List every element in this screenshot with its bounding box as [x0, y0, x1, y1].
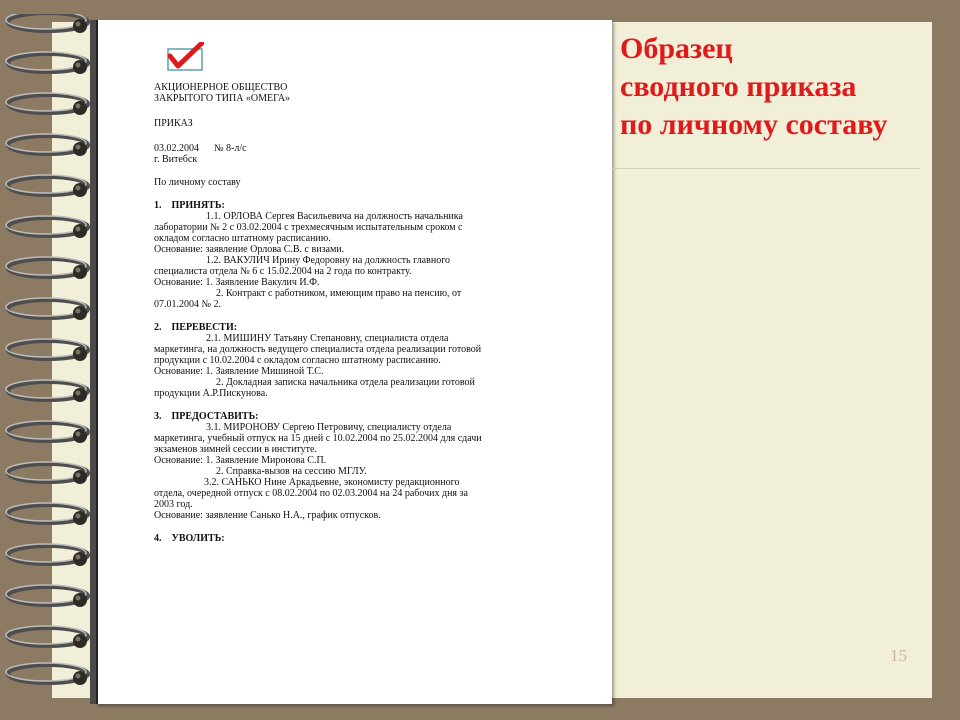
subject: По личному составу: [154, 177, 241, 188]
text-line: маркетинга, на должность ведущего специалиста отдела реализации готовой: [154, 344, 482, 355]
text-line: 3.1. МИРОНОВУ Сергею Петровичу, специалисту отдела: [206, 422, 452, 433]
text-line: 2003 год.: [154, 499, 193, 510]
text-line: отдела, очередной отпуск с 08.02.2004 по 02.03.2004 на 24 рабочих дня за: [154, 488, 468, 499]
red-checkmark-icon: [166, 42, 204, 72]
text-line: 2. Справка-вызов на сессию МГЛУ.: [216, 466, 367, 477]
text-line: продукции с 10.02.2004 с окладом согласно штатному расписанию.: [154, 355, 441, 366]
text-line: продукции А.Р.Пискунова.: [154, 388, 268, 399]
spiral-binding-icon: [0, 14, 100, 694]
text-line: лаборатории № 2 с 03.02.2004 с трехмесячным испытательным сроком с: [154, 222, 463, 233]
text-line: 3.2. САНЬКО Нине Аркадьевне, экономисту редакционного: [204, 477, 460, 488]
document-type: ПРИКАЗ: [154, 118, 193, 129]
section-heading: 4. УВОЛИТЬ:: [154, 533, 225, 544]
text-line: 1.2. ВАКУЛИЧ Ирину Федоровну на должность главного: [206, 255, 451, 266]
text-line: Основание: 1. Заявление Миронова С.П.: [154, 455, 327, 466]
text-line: 07.01.2004 № 2.: [154, 299, 222, 310]
text-line: Основание: заявление Орлова С.В. с визами.: [154, 244, 345, 255]
text-line: 2. Докладная записка начальника отдела реализации готовой: [216, 377, 475, 388]
text-line: специалиста отдела № 6 с 15.02.2004 на 2 года по контракту.: [154, 266, 412, 277]
text-line: окладом согласно штатному расписанию.: [154, 233, 331, 244]
text-line: 2.1. МИШИНУ Татьяну Степановну, специалиста отдела: [206, 333, 449, 344]
text-line: 2. Контракт с работником, имеющим право на пенсию, от: [216, 288, 462, 299]
organization-name: АКЦИОНЕРНОЕ ОБЩЕСТВО ЗАКРЫТОГО ТИПА «ОМЕГА»: [154, 82, 291, 104]
date-number: 03.02.2004 № 8-л/с: [154, 143, 247, 154]
city: г. Витебск: [154, 154, 198, 165]
section-heading: 2. ПЕРЕВЕСТИ:: [154, 322, 238, 333]
document-body: [154, 82, 574, 544]
section-heading: 1. ПРИНЯТЬ:: [154, 200, 225, 211]
title-divider: [612, 168, 920, 169]
page-number: 15: [890, 646, 907, 665]
text-line: Основание: заявление Санько Н.А., график отпусков.: [154, 510, 381, 521]
section-heading: 3. ПРЕДОСТАВИТЬ:: [154, 411, 259, 422]
text-line: маркетинга, учебный отпуск на 15 дней с 10.02.2004 по 25.02.2004 для сдачи: [154, 433, 482, 444]
order-document: [96, 20, 612, 704]
text-line: Основание: 1. Заявление Мишиной Т.С.: [154, 366, 324, 377]
text-line: 1.1. ОРЛОВА Сергея Васильевича на должность начальника: [206, 211, 463, 222]
text-line: Основание: 1. Заявление Вакулич И.Ф.: [154, 277, 320, 288]
slide-title: Образец сводного приказа по личному составу: [620, 32, 888, 141]
text-line: экзаменов зимней сессии в институте.: [154, 444, 317, 455]
